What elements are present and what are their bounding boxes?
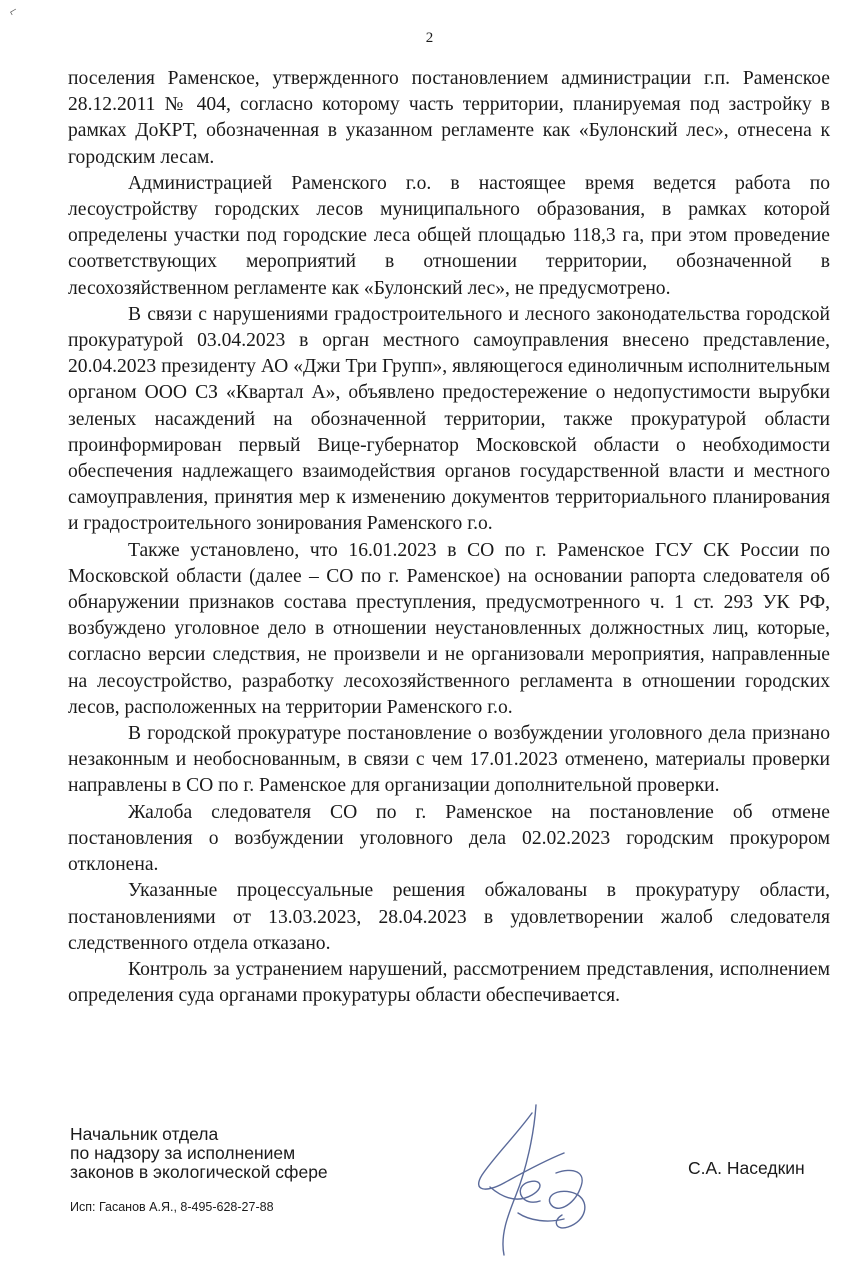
paragraph-control: Контроль за устранением нарушений, рассмотрением представления, исполнением определения суда органами прокуратуры области обеспечивается.	[68, 958, 830, 1007]
signature-stroke	[518, 1213, 564, 1221]
paragraph-forest-management: Администрацией Раменского г.о. в настоящее время ведется работа по лесоустройству городских лесов муниципального образования, в рамках которой определены участки под городские леса общей площадью 118,3 га, при этом проведение соответствующих мероприятий в отношении территории, обозначенной в лесохозяйственном регламенте как «Булонский лес», не предусмотрено.	[68, 172, 830, 299]
signer-name: С.А. Наседкин	[688, 1158, 805, 1178]
paragraph-criminal-case: Также установлено, что 16.01.2023 в СО по г. Раменское ГСУ СК России по Московской области (далее – СО по г. Раменское) на основании рапорта следователя об обнаружении признаков состава преступления, предусмотренного ч. 1 ст. 293 УК РФ, возбуждено уголовное дело в отношении неустановленных должностных лиц, которые, согласно версии следствия, не произвели и не организовали мероприятия, направленные на лесоустройство, разработку лесохозяйственного регламента в отношении городских лесов, расположенных на территории Раменского г.о.	[68, 539, 830, 718]
handwritten-signature	[460, 1095, 610, 1260]
paragraph-prosecutor-ruling: В городской прокуратуре постановление о возбуждении уголовного дела признано незаконным и необоснованным, в связи с чем 17.01.2023 отменено, материалы проверки направлены в СО по г. Раменское для организации дополнительной проверки.	[68, 723, 830, 797]
signatory-title	[70, 1125, 328, 1182]
corner-mark: ⌐	[6, 3, 21, 21]
signature-stroke	[549, 1170, 584, 1228]
paragraph-continued: поселения Раменское, утвержденного постановлением администрации г.п. Раменское 28.12.2011 № 404, согласно которому часть территории, планируемая под застройку в рамках ДоКРТ, обозначенная в указанном регламенте как «Булонский лес», отнесена к городским лесам.	[68, 68, 830, 168]
paragraph-complaint: Жалоба следователя СО по г. Раменское на постановление об отмене постановления о возбуждении уголовного дела 02.02.2023 городским прокурором отклонена.	[68, 801, 830, 876]
signature-stroke	[490, 1181, 540, 1202]
letter-body	[68, 66, 830, 1009]
signature-stroke	[479, 1113, 564, 1189]
executor-contact: Исп: Гасанов А.Я., 8-495-628-27-88	[70, 1200, 274, 1214]
signatory-title-line: Начальник отдела	[70, 1124, 219, 1144]
signatory-title-line: по надзору за исполнением	[70, 1143, 296, 1163]
paragraph-appeals: Указанные процессуальные решения обжалованы в прокуратуру области, постановлениями от 13.03.2023, 28.04.2023 в удовлетворении жалоб следователя следственного отдела отказано.	[68, 880, 830, 954]
signature-stroke	[503, 1105, 536, 1255]
signatory-title-line: законов в экологической сфере	[70, 1162, 328, 1182]
paragraph-violations: В связи с нарушениями градостроительного и лесного законодательства городской прокуратурой 03.04.2023 в орган местного самоуправления внесено представление, 20.04.2023 президенту АО «Джи Три Групп», являющегося единоличным исполнительным органом ООО СЗ «Квартал А», объявлено предостережение о недопустимости вырубки зеленых насаждений на обозначенной территории, также прокуратурой области проинформирован первый Вице-губернатор Московской области о необходимости обеспечения надлежащего взаимодействия органов государственной власти и местного самоуправления, принятия мер к изменению документов территориального планирования и градостроительного зонирования Раменского г.о.	[68, 303, 830, 535]
page-number: 2	[425, 30, 434, 46]
